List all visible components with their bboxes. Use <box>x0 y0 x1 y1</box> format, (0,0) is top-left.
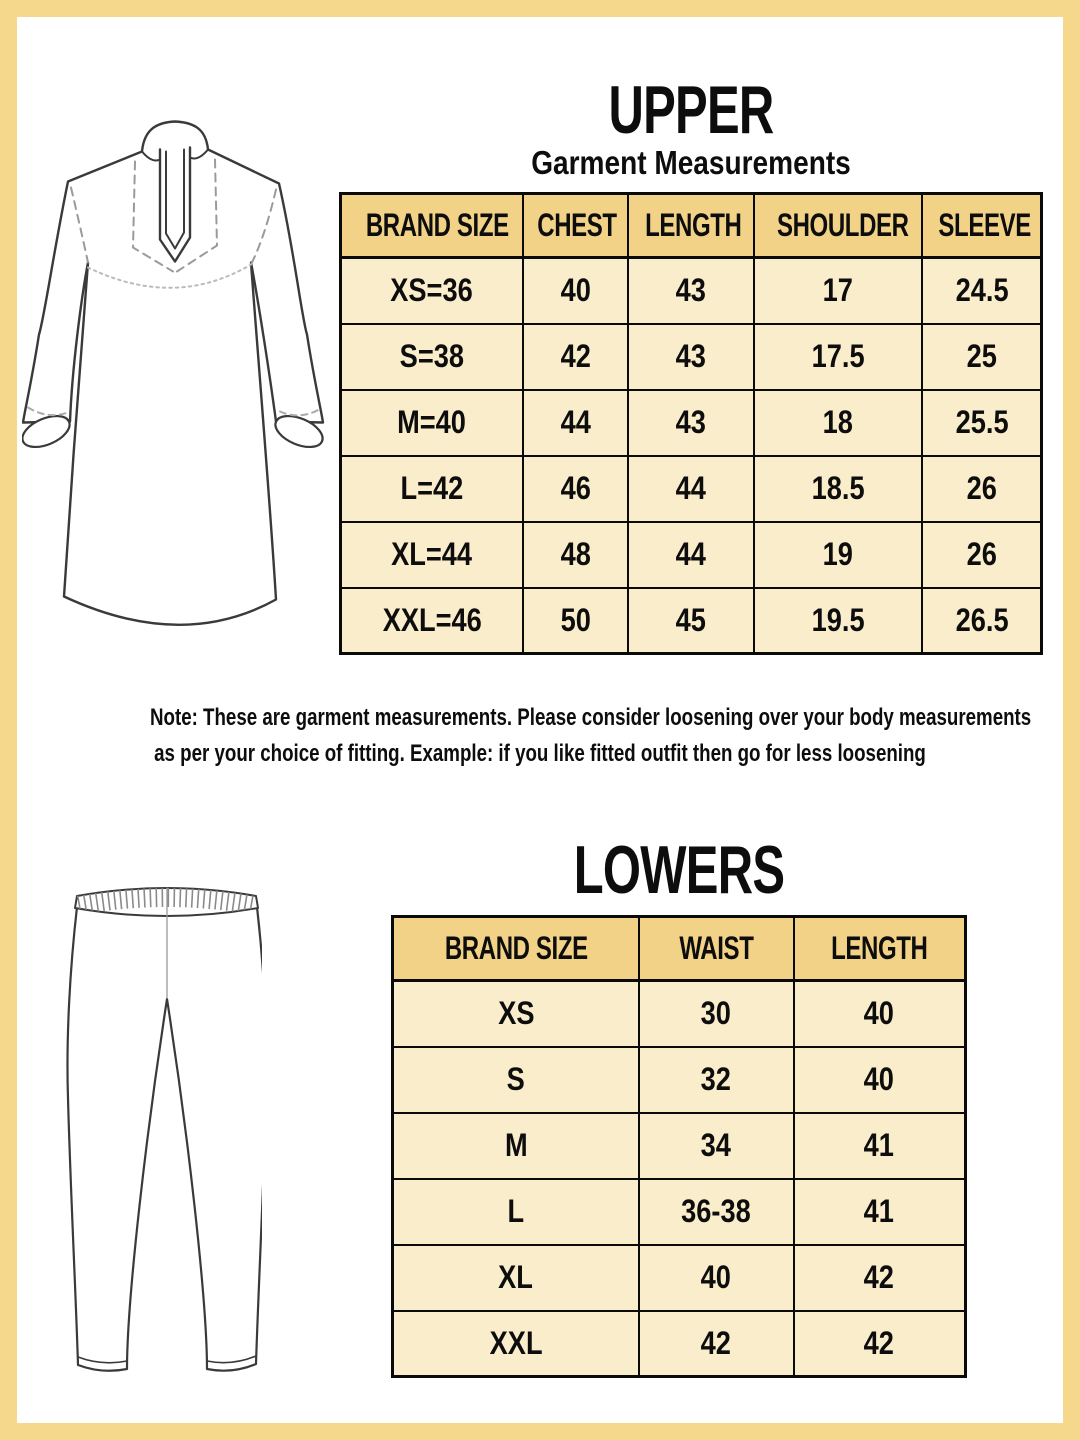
column-header-label: BRAND SIZE <box>444 930 588 966</box>
measurement-value: 40 <box>701 1259 732 1295</box>
measurement-value: 48 <box>560 536 591 572</box>
pants-illustration <box>62 874 262 1382</box>
measurement-value: 42 <box>864 1259 895 1295</box>
table-row <box>341 588 1042 654</box>
size-label: XS=36 <box>390 272 474 309</box>
measurement-cell <box>628 258 754 324</box>
measurement-value: 36-38 <box>681 1193 752 1229</box>
measurement-cell <box>639 1047 794 1113</box>
table-row <box>393 1245 966 1311</box>
upper-subtitle: Garment Measurements <box>531 144 851 181</box>
upper-size-table <box>339 192 1043 655</box>
measurement-cell <box>794 1245 966 1311</box>
measurement-value: 44 <box>675 470 707 506</box>
kurta-illustration <box>22 118 332 646</box>
measurement-value: 43 <box>675 338 707 374</box>
measurement-cell <box>628 456 754 522</box>
size-cell <box>341 258 523 324</box>
measurement-value: 18.5 <box>811 470 865 506</box>
table-row <box>393 1113 966 1179</box>
measurement-cell <box>754 258 922 324</box>
size-label: XS <box>497 995 535 1032</box>
measurement-value: 41 <box>864 1127 895 1163</box>
measurement-cell <box>922 258 1041 324</box>
column-header-cell <box>393 917 639 981</box>
measurement-value: 18 <box>823 404 854 440</box>
size-label: M=40 <box>397 404 467 440</box>
lowers-section-title: LOWERS <box>573 832 785 908</box>
measurement-value: 40 <box>864 995 895 1032</box>
size-cell <box>393 1179 639 1245</box>
measurement-value: 40 <box>864 1061 895 1097</box>
measurement-value: 44 <box>560 404 591 440</box>
measurement-cell <box>639 1179 794 1245</box>
column-header-label: CHEST <box>536 207 617 243</box>
measurement-value: 43 <box>675 272 707 309</box>
measurement-cell <box>754 456 922 522</box>
measurement-value: 32 <box>701 1061 732 1097</box>
measurement-cell <box>523 390 628 456</box>
measurement-cell <box>639 981 794 1047</box>
size-label: XL <box>498 1259 534 1295</box>
measurement-value: 40 <box>560 272 591 309</box>
table-row <box>393 1047 966 1113</box>
measurement-cell <box>922 390 1041 456</box>
measurement-cell <box>794 981 966 1047</box>
column-header-cell <box>794 917 966 981</box>
kurta-silhouette <box>23 122 323 625</box>
lowers-size-table <box>391 915 967 1378</box>
header-row <box>341 194 1042 258</box>
size-cell <box>393 1245 639 1311</box>
column-header-cell <box>922 194 1041 258</box>
measurement-value: 34 <box>701 1127 732 1163</box>
column-header-label: BRAND SIZE <box>365 207 509 243</box>
measurement-cell <box>922 324 1041 390</box>
table-row <box>341 390 1042 456</box>
measurement-value: 26 <box>966 536 997 572</box>
column-header-label: LENGTH <box>831 930 928 966</box>
measurement-cell <box>628 390 754 456</box>
column-header-label: LENGTH <box>644 207 742 243</box>
measurement-cell <box>639 1311 794 1377</box>
measurement-value: 43 <box>675 404 707 440</box>
table-row <box>341 456 1042 522</box>
size-label: XXL <box>489 1324 543 1361</box>
measurement-value: 25 <box>966 338 997 374</box>
column-header-cell <box>754 194 922 258</box>
column-header-cell <box>341 194 523 258</box>
measurement-cell <box>639 1113 794 1179</box>
measurement-value: 26 <box>966 470 997 506</box>
measurement-cell <box>754 522 922 588</box>
measurement-cell <box>523 522 628 588</box>
measurement-cell <box>922 456 1041 522</box>
column-header-label: SHOULDER <box>777 207 909 243</box>
column-header-label: SLEEVE <box>938 207 1032 243</box>
table-row <box>341 522 1042 588</box>
measurement-cell <box>628 522 754 588</box>
measurement-cell <box>628 588 754 654</box>
table-row <box>393 1311 966 1377</box>
measurement-cell <box>523 324 628 390</box>
measurement-cell <box>639 1245 794 1311</box>
measurement-value: 26.5 <box>955 601 1009 638</box>
measurement-value: 41 <box>864 1193 895 1229</box>
size-cell <box>341 456 523 522</box>
measurement-value: 50 <box>560 601 591 638</box>
measurement-value: 44 <box>675 536 707 572</box>
measurement-cell <box>523 588 628 654</box>
size-label: XL=44 <box>391 536 473 572</box>
upper-section-title: UPPER <box>608 72 774 148</box>
measurement-cell <box>523 258 628 324</box>
table-row <box>393 981 966 1047</box>
size-cell <box>341 390 523 456</box>
measurement-value: 42 <box>701 1324 732 1361</box>
measurement-value: 42 <box>864 1324 895 1361</box>
measurement-cell <box>754 324 922 390</box>
measurement-value: 17 <box>823 272 854 309</box>
measurement-value: 42 <box>560 338 591 374</box>
size-label: M <box>504 1127 528 1163</box>
size-label: L=42 <box>400 470 464 506</box>
measurement-value: 25.5 <box>955 404 1009 440</box>
measurement-cell <box>628 324 754 390</box>
size-label: L <box>507 1193 525 1229</box>
column-header-cell <box>628 194 754 258</box>
measurement-value: 24.5 <box>955 272 1009 309</box>
measurement-cell <box>794 1179 966 1245</box>
size-cell <box>341 324 523 390</box>
measurement-cell <box>754 588 922 654</box>
table-row <box>341 324 1042 390</box>
measurement-value: 45 <box>675 601 707 638</box>
measurement-cell <box>922 588 1041 654</box>
size-cell <box>393 981 639 1047</box>
table-row <box>393 1179 966 1245</box>
size-cell <box>393 1113 639 1179</box>
size-cell <box>341 588 523 654</box>
size-cell <box>341 522 523 588</box>
header-row <box>393 917 966 981</box>
measurement-value: 30 <box>701 995 732 1032</box>
size-label: S=38 <box>399 338 465 374</box>
measurement-cell <box>523 456 628 522</box>
size-cell <box>393 1047 639 1113</box>
size-label: XXL=46 <box>382 601 482 638</box>
measurement-cell <box>922 522 1041 588</box>
size-cell <box>393 1311 639 1377</box>
note-line-2: as per your choice of fitting. Example: if you like fitted outfit then go for less loosening <box>154 740 926 767</box>
note-line-1: Note: These are garment measurements. Please consider loosening over your body measurements <box>150 704 1032 731</box>
pants-silhouette <box>67 907 262 1371</box>
measurement-value: 19.5 <box>811 601 865 638</box>
size-label: S <box>506 1061 526 1097</box>
measurement-value: 19 <box>823 536 854 572</box>
measurement-note <box>40 700 1040 772</box>
measurement-cell <box>794 1047 966 1113</box>
column-header-cell <box>639 917 794 981</box>
column-header-cell <box>523 194 628 258</box>
measurement-cell <box>794 1113 966 1179</box>
measurement-value: 46 <box>560 470 591 506</box>
measurement-cell <box>754 390 922 456</box>
column-header-label: WAIST <box>679 930 754 966</box>
measurement-cell <box>794 1311 966 1377</box>
measurement-value: 17.5 <box>811 338 865 374</box>
table-row <box>341 258 1042 324</box>
